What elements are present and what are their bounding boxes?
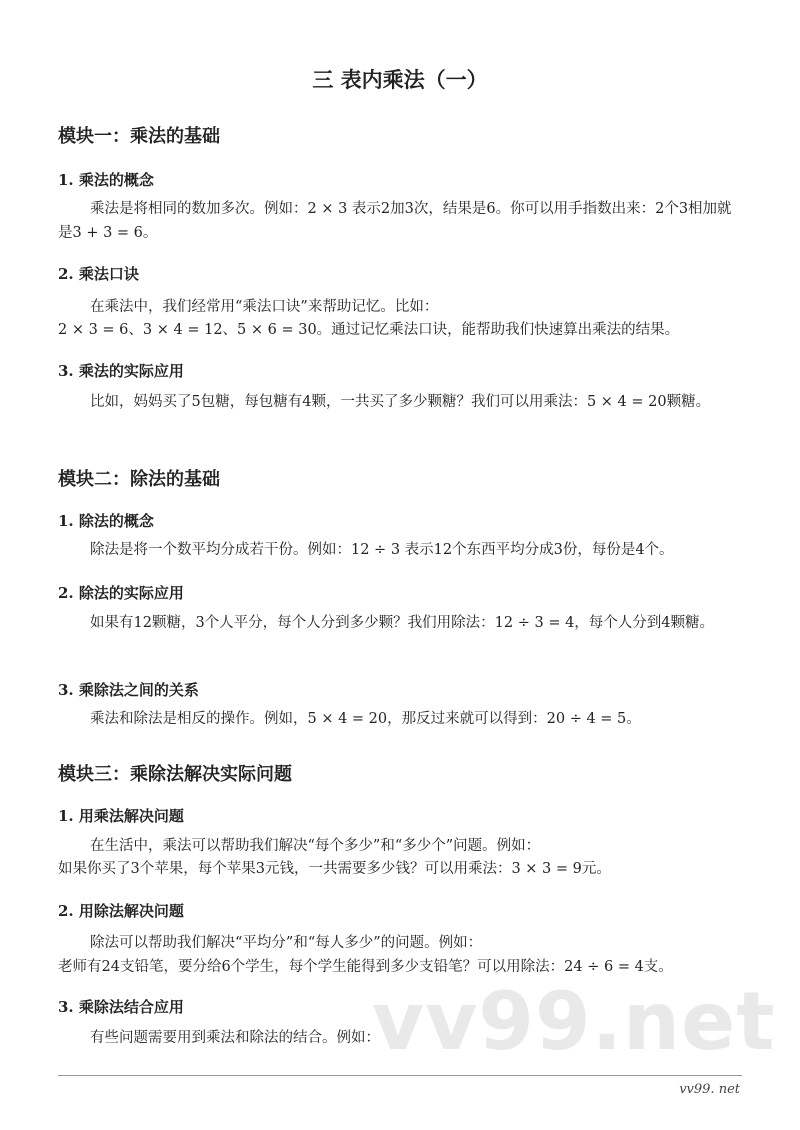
section-heading: 1. 乘法的概念: [58, 171, 154, 189]
paragraph: 如果有12颗糖，3个人平分，每个人分到多少颗？我们用除法：12 ÷ 3 = 4，每个人分到4颗糖。: [90, 615, 715, 631]
section-heading: 2. 除法的实际应用: [58, 584, 184, 602]
paragraph: 有些问题需要用到乘法和除法的结合。例如：: [90, 1030, 380, 1046]
section-heading: 1. 除法的概念: [58, 512, 154, 530]
section-heading: 2. 用除法解决问题: [58, 902, 184, 920]
paragraph-line: 2 × 3 = 6、3 × 4 = 12、5 × 6 = 30。通过记忆乘法口诀，能帮助我们快速算出乘法的结果。: [58, 322, 680, 338]
paragraph: 乘法是将相同的数加多次。例如：2 × 3 表示2加3次，结果是6。你可以用手指数出来：2个3相加就是3 + 3 = 6。: [58, 201, 732, 241]
footer-text: vv99. net: [679, 1082, 740, 1097]
section-heading: 2. 乘法口诀: [58, 265, 139, 283]
paragraph-line: 如果你买了3个苹果，每个苹果3元钱，一共需要多少钱？可以用乘法：3 × 3 = 9元。: [58, 861, 611, 877]
paragraph-line: 在生活中，乘法可以帮助我们解决“每个多少”和“多少个”问题。例如：: [90, 838, 541, 854]
paragraph-line: 除法可以帮助我们解决“平均分”和“每人多少”的问题。例如：: [90, 935, 483, 951]
paragraph: 比如，妈妈买了5包糖，每包糖有4颗，一共买了多少颗糖？我们可以用乘法：5 × 4 = 20颗糖。: [90, 394, 711, 410]
module-3-heading: 模块三：乘除法解决实际问题: [58, 764, 292, 785]
section-heading: 3. 乘除法之间的关系: [58, 681, 199, 699]
section-heading: 3. 乘法的实际应用: [58, 362, 184, 380]
section-heading: 3. 乘除法结合应用: [58, 998, 184, 1016]
watermark: vv99.net: [372, 975, 776, 1068]
paragraph: 乘法和除法是相反的操作。例如，5 × 4 = 20，那反过来就可以得到：20 ÷ 4 = 5。: [90, 711, 641, 727]
module-1-heading: 模块一：乘法的基础: [58, 126, 220, 147]
paragraph-line: 老师有24支铅笔，要分给6个学生，每个学生能得到多少支铅笔？可以用除法：24 ÷ 6 = 4支。: [58, 959, 673, 975]
paragraph-line: 在乘法中，我们经常用“乘法口诀”来帮助记忆。比如：: [90, 299, 439, 315]
paragraph: 除法是将一个数平均分成若干份。例如：12 ÷ 3 表示12个东西平均分成3份，每份是4个。: [90, 542, 674, 558]
section-heading: 1. 用乘法解决问题: [58, 807, 184, 825]
page-title: 三 表内乘法（一）: [312, 67, 488, 92]
module-2-heading: 模块二：除法的基础: [58, 469, 220, 490]
footer-divider: [58, 1075, 742, 1076]
